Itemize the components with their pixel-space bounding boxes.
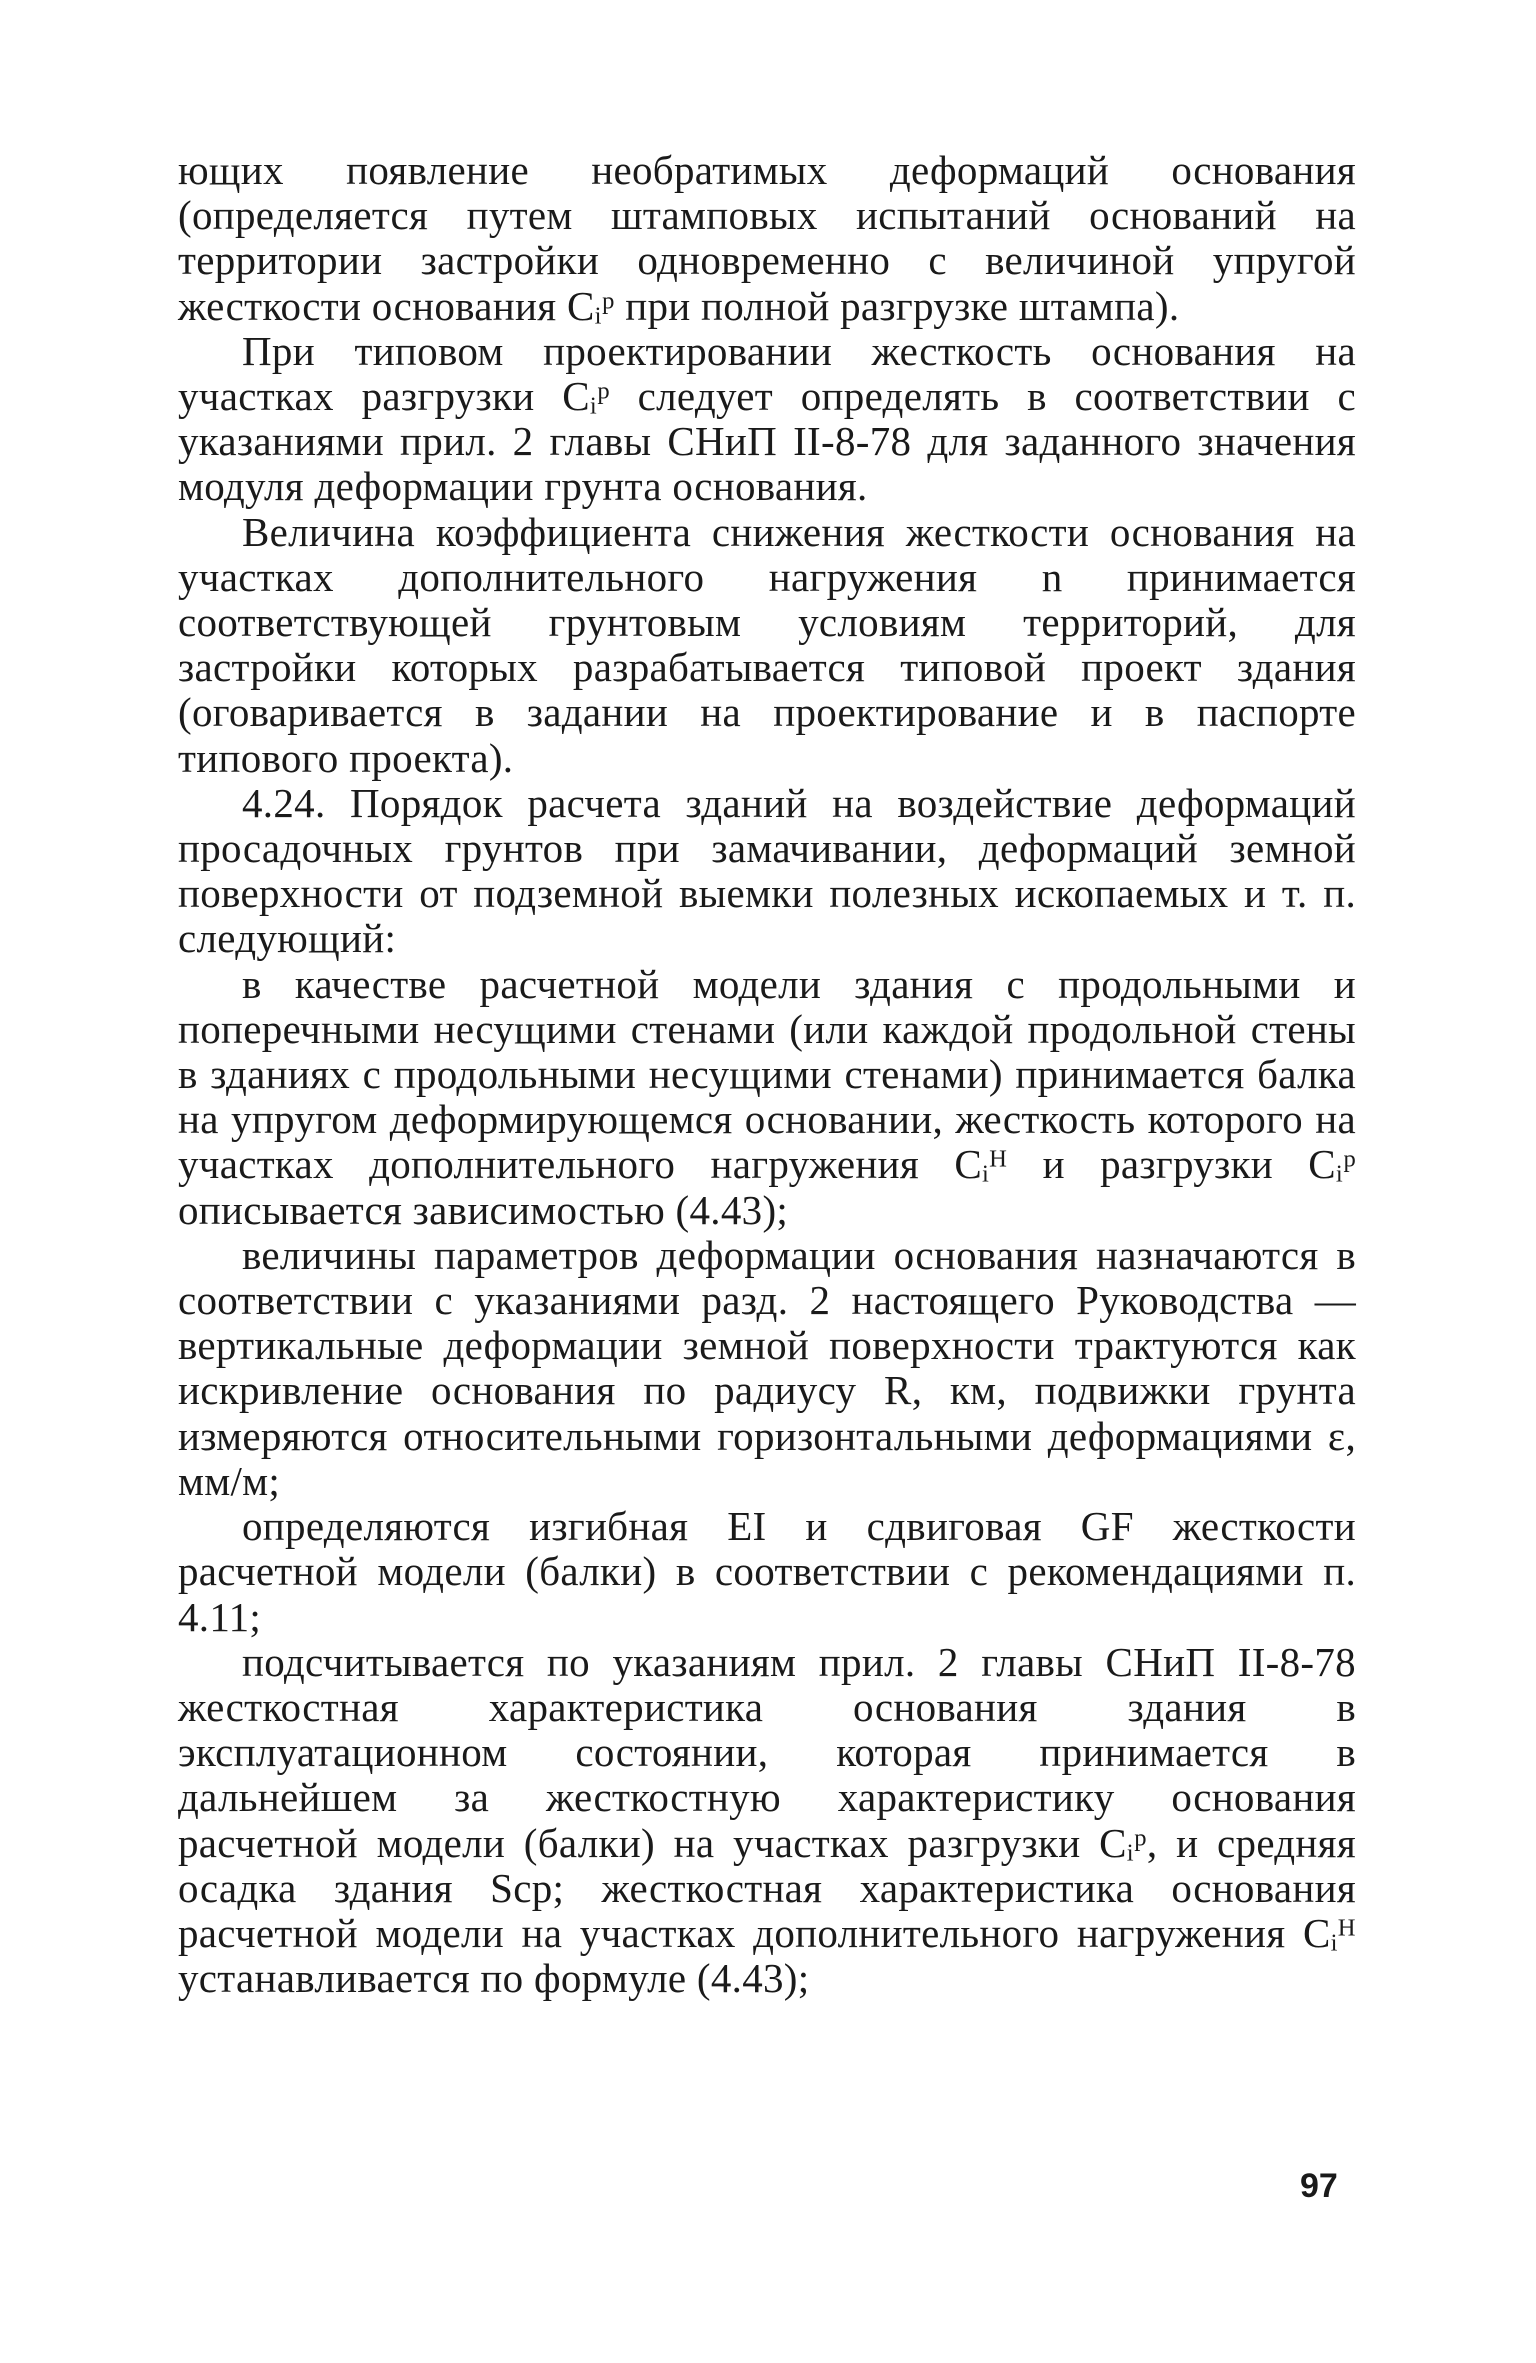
body-text <box>178 148 1356 2001</box>
paragraph-section-4-24: 4.24. Порядок расчета зданий на воздействие деформаций просадочных грунтов при замачивании, деформаций земной поверхности от подземной выемки полезных ископаемых и т. п. следующий: <box>178 779 1356 962</box>
list-item-paragraph: подсчитывается по указаниям прил. 2 главы СНиП II-8-78 жесткостная характеристика основания здания в эксплуатационном состоянии, которая принимается в дальнейшем за жесткостную характеристику основания расчетной модели (балки) на участках разгрузки Cᵢᵖ, и средняя осадка здания Sср; жесткостная характеристика основания расчетной модели на участках дополнительного нагружения Cᵢᴴ устанавливается по формуле (4.43); <box>178 1638 1356 2002</box>
page-number: 97 <box>1300 2167 1338 2205</box>
list-item-paragraph: определяются изгибная EI и сдвиговая GF жесткости расчетной модели (балки) в соответствии с рекомендациями п. 4.11; <box>178 1503 1356 1640</box>
list-item-paragraph: в качестве расчетной модели здания с продольными и поперечными несущими стенами (или каждой продольной стены в зданиях с продольными несущими стенами) принимается балка на упругом деформирующемся основании, жесткость которого на участках дополнительного нагружения Cᵢᴴ и разгрузки Cᵢᵖ описывается зависимостью (4.43); <box>178 960 1356 1233</box>
paragraph-continuation: ющих появление необратимых деформаций основания (определяется путем штамповых испытаний оснований на территории застройки одновременно с величиной упругой жесткости основания Cᵢᵖ при полной разгрузке штампа). <box>178 147 1356 329</box>
paragraph: При типовом проектировании жесткость основания на участках разгрузки Cᵢᵖ следует определять в соответствии с указаниями прил. 2 главы СНиП II-8-78 для заданного значения модуля деформации грунта основания. <box>178 327 1356 510</box>
list-item-paragraph: величины параметров деформации основания назначаются в соответствии с указаниями разд. 2 настоящего Руководства — вертикальные деформации земной поверхности трактуются как искривление основания по радиусу R, км, подвижки грунта измеряются относительными горизонтальными деформациями ε, мм/м; <box>178 1231 1356 1504</box>
paragraph: Величина коэффициента снижения жесткости основания на участках дополнительного нагружения n принимается соответствующей грунтовым условиям территорий, для застройки которых разрабатывается типовой проект здания (оговаривается в задании на проектирование и в паспорте типового проекта). <box>178 508 1356 781</box>
